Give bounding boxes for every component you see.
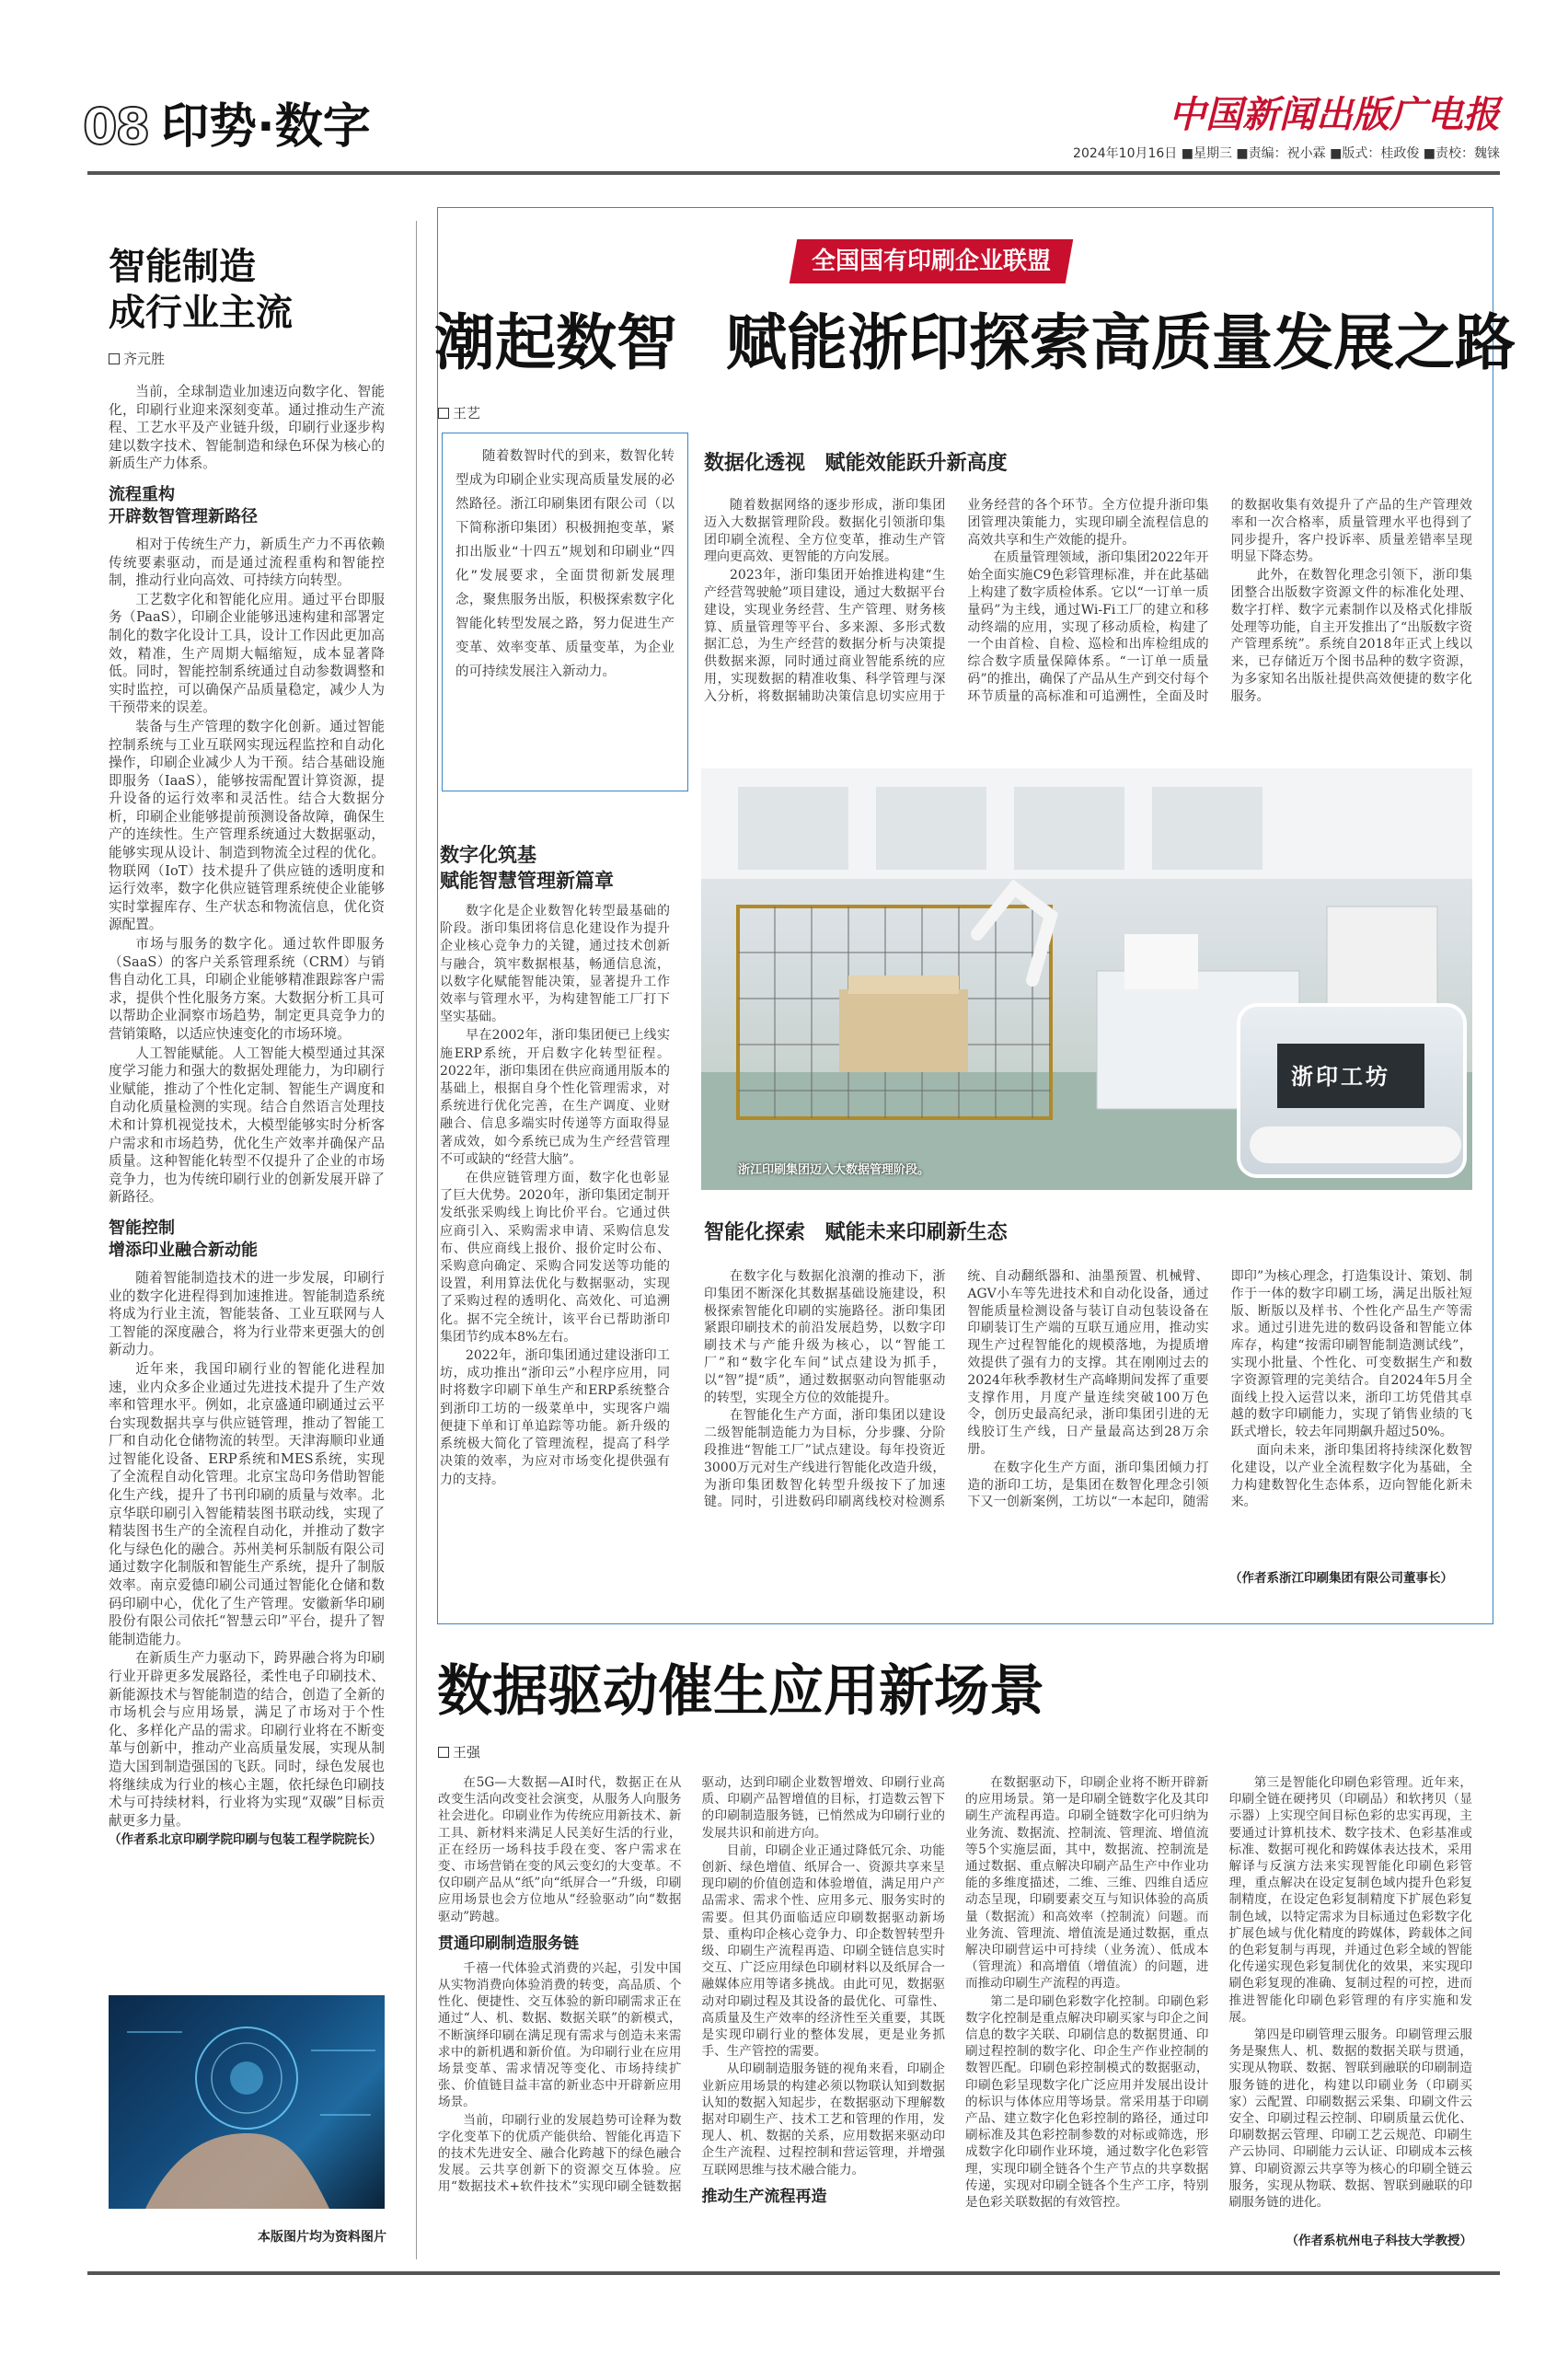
paragraph: 第二是印刷色彩数字化控制。印刷色彩数字化控制是重点解决印刷买家与印企之间信息的数字关联、印刷信息的数据贯通、印刷过程控制的数字化、印企生产作业控制的数智匹配。印刷色彩控制模式的数据驱动，印刷色彩呈现数字化广泛应用并发展出设计的标识与体体应用等场景。常采用基于印刷产品、建立数字化色彩控制的路径，通过印刷标准及其色彩控制参数的对标或筛选，形成数字化印刷作业环境，通过数字化色彩管理，实现印刷全链各个生产节点的共享数据传递，实现对印刷全链各个生产工序，特别是色彩关联数据的有效管控。 (965, 1993, 1209, 2211)
byline-square-icon (438, 408, 449, 419)
paragraph: 2023年，浙印集团开始推进构建“生产经营驾驶舱”项目建设，通过大数据平台建设，实现业务经营、生产管理、财务核算、质量管理等平台、多来源、多形式数据汇总，为生产经营的数据分析与决策提供数据来源，同时通过商业智能系统的应用，实现数据的精准收集、科学管理与深入分析，将数据辅助决策信息切实应用于业务经营的各个环节。全方位提升浙印集团管理决策能力，实现印刷全流程信息的高效共享和生产效能的提升。 (704, 498, 1209, 704)
paragraph: 目前，印刷企业正通过降低冗余、功能创新、绿色增值、纸屏合一、资源共享来呈现印刷的价值创造和体验增值，满足用户产品需求、需求个性、应用多元、服务实时的需要。但其仍面临适应印刷数据驱动新场景、重构印企核心竞争力、印企数智转型升级、印刷生产流程再造、印刷全链信息实时交互、广泛应用绿色印刷材料以及纸屏合一融媒体应用等诸多挑战。由此可见，数据驱动对印刷过程及其设备的最优化、可靠性、高质量及生产效率的经济性至关重要，其既是实现印刷行业的整体发展，更是业务抓手、生产管控的需要。 (701, 1842, 945, 2060)
article1-title: 潮起数智 赋能浙印探索高质量发展之路 (434, 306, 1516, 378)
paragraph: 市场与服务的数字化。通过软件即服务（SaaS）的客户关系管理系统（CRM）与销售自动化工具，印刷企业能够精准跟踪客户需求，提供个性化服务方案。大数据分析工具可以帮助企业洞察市场趋势，制定更具竞争力的营销策略，以适应快速变化的市场环境。 (109, 936, 385, 1042)
banner (790, 239, 1073, 283)
subhead-line: 增添印业融合新动能 (109, 1240, 258, 1260)
paragraph: 面向未来，浙印集团将持续深化数智化建设，以产业全流程数字化为基础，全力构建数智化生态体系，迈向智能化新未来。 (1230, 1442, 1472, 1510)
header-meta: 2024年10月16日 ■星期三 ■责编：祝小霖 ■版式：桂政俊 ■责校：魏铼 (1073, 146, 1500, 161)
article2-byline (438, 1742, 480, 1761)
left-author: 齐元胜 (123, 351, 166, 367)
section-title: 印势·数字 (161, 99, 371, 155)
left-title (109, 244, 385, 336)
article2-subhead-2: 推动生产流程再造 (701, 2187, 827, 2206)
inset-sign-text: 浙印工坊 (1291, 1064, 1390, 1090)
paragraph: 2022年，浙印集团通过建设浙印工坊，成功推出“浙印云”小程序应用，同时将数字印刷下单生产和ERP系统整合到浙印工坊的一级菜单中，实现客户端便捷下单和订单追踪等功能。新升级的系统极大简化了管理流程，提高了科学决策的效率，为应对市场变化提供强有力的支持。 (440, 1348, 670, 1487)
article1-author: 王艺 (453, 405, 481, 422)
left-byline (109, 349, 385, 368)
smart-section-cols (704, 1268, 1472, 1567)
left-author-note: （作者系北京印刷学院印刷与包装工程学院院长） (109, 1832, 382, 1848)
paragraph: 装备与生产管理的数字化创新。通过智能控制系统与工业互联网实现远程监控和自动化操作，印刷企业减少人为干预。结合基础设施即服务（IaaS），能够按需配置计算资源，提升设备的运行效率和灵活性。结合大数据分析，印刷企业能够提前预测设备故障，确保生产的连续性。生产管理系统通过大数据驱动，能够实现从设计、制造到物流全过程的优化。物联网（IoT）技术提升了供应链的透明度和运行效率，数字化供应链管理系统使企业能够实时掌握库存、生产状态和物流信息，优化资源配置。 (109, 718, 385, 933)
paragraph: 在供应链管理方面，数字化也彰显了巨大优势。2020年，浙印集团定制开发纸张采购线上询比价平台。它通过供应商引入、采购需求申请、采购信息发布、供应商线上报价、报价定时公布、采购意向确定、采购合同发送等功能的设置，利用算法优化与数据驱动，实现了采购过程的透明化、高效化、可追溯化。据不完全统计，该平台已帮助浙印集团节约成本8%左右。 (440, 1171, 670, 1345)
paragraph: 人工智能赋能。人工智能大模型通过其深度学习能力和强大的数据处理能力，为印刷行业赋能，推动了个性化定制、智能生产调度和自动化质量检测的实现。结合自然语言处理技术和计算机视觉技术，大模型能够实时分析客户需求和市场趋势，优化生产效率并确保产品质量。这种智能化转型不仅提升了企业的市场竞争力，也为传统印刷行业的创新发展开辟了新路径。 (109, 1045, 385, 1206)
footer-rule (87, 2271, 1500, 2275)
inset-desk (1250, 1126, 1461, 1163)
article2-title: 数据驱动催生应用新场景 (437, 1659, 1044, 1724)
page-number: 08 (83, 98, 149, 156)
article2-author-note: （作者系杭州电子科技大学教授） (1286, 2234, 1472, 2248)
article2-author: 王强 (453, 1744, 481, 1761)
paragraph: 从印刷制造服务链的视角来看，印刷企业新应用场景的构建必须以物联认知到数据认知的数据入知起步，在数据驱动下理解数据对印刷生产、技术工艺和管理的作用，发现人、机、数据的关系，应用数据来驱动印企生产流程、过程控制和营运管理，并增强互联网思维与技术融合能力。 (701, 2061, 945, 2177)
paragraph: 此外，在数智化理念引领下，浙印集团整合出版数字资源文件的标准化处理、数字打样、数字元素制作以及格式化排版处理等功能，自主开发推出了“出版数字资产管理系统”。系统自2018年正式上线以来，已存储近万个图书品种的数字资源，为多家知名出版社提供高效便捷的数字化服务。 (1230, 568, 1472, 704)
article1-subhead-2: 数据化透视 赋能效能跃升新高度 (704, 452, 1008, 475)
image-credit: 本版图片均为资料图片 (258, 2230, 386, 2245)
subhead-line: 流程重构 (109, 484, 175, 504)
column-divider (416, 221, 417, 2259)
article2-subhead-1: 贯通印刷制造服务链 (438, 1934, 579, 1953)
tech-hand-graphic (109, 1995, 385, 2209)
article1-subhead-3: 智能化探索 赋能未来印刷新生态 (704, 1221, 1008, 1244)
paragraph: 近年来，我国印刷行业的智能化进程加速，业内众多企业通过先进技术提升了生产效率和管理水平。例如，北京盛通印刷通过云平台实现数据共享与供应链管理，推动了智能工厂和自动化仓储物流的转型。天津海顺印业通过智能化设备、ERP系统和MES系统，实现了全流程自动化管理。北京宝岛印务借助智能化生产线，提升了书刊印刷的质量与效率。北京华联印刷引入智能精装图书联动线，实现了精装图书生产的全流程自动化，并推动了数字化与绿色化的融合。苏州美柯乐制版有限公司通过数字化制版和智能生产系统，提升了制版效率。南京爱德印刷公司通过智能化仓储和数码印刷中心，优化了生产管理。安徽新华印刷股份有限公司依托“智慧云印”平台，提升了智能制造能力。 (109, 1360, 385, 1647)
paragraph: 当前，全球制造业加速迈向数字化、智能化，印刷行业迎来深刻变革。通过推动生产流程、工艺水平及产业链升级，印刷行业逐步构建以数字技术、智能制造和绿色环保为核心的新质生产力体系。 (109, 384, 385, 472)
page-header (83, 92, 1500, 166)
article2-cols (438, 1774, 1472, 2230)
subhead-line: 开辟数智管理新路径 (109, 506, 258, 526)
article1-subhead-1 (440, 842, 670, 894)
paragraph: 在5G—大数据—AI时代，数据正在从改变生活向改变社会演变，从服务人向服务社会进化。印刷业作为传统应用新技术、新工具、新材料来满足人民美好生活的行业，正在经历一场科技手段在变、客户需求在变、市场营销在变的风云变幻的大变革。不仅印刷产品从“纸”向“纸屏合一”升级，印刷应用场景也会方位地从“经验驱动”向“数据驱动”跨越。 (438, 1775, 682, 1924)
paragraph: 在质量管理领域，浙印集团2022年开始全面实施C9色彩管理标准，并在此基础上构建了数字质检体系。它以“一订单一质量码”为主线，通过Wi-Fi工厂的建立和移动终端的应用，实现了移动质检，构建了一个由首检、自检、巡检和出库检组成的综合数字质量保障体系。“一订单一质量码”的推出，确保了产品从生产到交付每个环节质量的高标准和可追溯性，全面及时的数据收集有效提升了产品的生产管理效率和一次合格率，质量管理水平也得到了同步提升，客户投诉率、质量差错率呈现明显下降态势。 (967, 498, 1472, 704)
paragraph: 在数字化与数据化浪潮的推动下，浙印集团不断深化其数据基础设施建设，积极探索智能化印刷的实施路径。浙印集团紧跟印刷技术的前沿发展趋势，以数字印刷技术与产能升级为核心，以“智能工厂”和“数字化车间”试点建设为抓手，以“智”提“质”，通过数据驱动向智能驱动的转型，实现全方位的效能提升。 (704, 1269, 946, 1405)
paragraph: 千禧一代体验式消费的兴起，引发中国从实物消费向体验消费的转变，高品质、个性化、便捷性、交互体验的新印刷需求正在通过“人、机、数据、数据关联”的新模式，不断演绎印刷在满足现有需求与创造未来需求中的新机遇和新价值。为印刷行业在应用场景变革、需求情况等变化、市场持续扩张、价值链目益丰富的新业态中开辟新应用场景。 (438, 1960, 682, 2110)
tech-hand-image (109, 1995, 385, 2209)
subhead-line: 数字化筑基 (440, 844, 536, 866)
paragraph: 第四是印刷管理云服务。印刷管理云服务是聚焦人、机、数据的数据关联与贯通，实现从物联、数据、智联到融联的印刷制造服务链的进化，构建以印刷业务（印刷买家）云配置、印刷数据云采集、印刷文件云安全、印刷过程云控制、印刷质量云优化、印刷数据云管理、印刷工艺云规范、印刷生产云协同、印刷能力云认证、印刷成本云核算、印刷资源云共享等为核心的印刷全链云服务，实现从物联、数据、智联到融联的印刷服务链的进化。 (1228, 2027, 1472, 2211)
left-title-line1: 智能制造 (109, 245, 256, 288)
left-title-line2: 成行业主流 (109, 291, 293, 334)
paragraph: 在数字化生产方面，浙印集团倾力打造的浙印工坊，是集团在数智化理念引领下又一创新案例，工坊以“一本起印，随需即印”为核心理念，打造集设计、策划、制作于一体的数字印刷工场，满足出版社短版、断版以及样书、个性化产品生产等需求。通过引进先进的数码设备和智能立体库存，构建“按需印刷智能制造测试线”，实现小批量、个性化、可变数据生产和数字资源管理的完美结合。自2024年5月全面线上投入运营以来，浙印工坊凭借其卓越的数字印刷能力，实现了销售业绩的飞跃式增长，较去年同期飙升超过50%。 (967, 1269, 1472, 1510)
photo-caption: 浙江印刷集团迈入大数据管理阶段。 (738, 1163, 930, 1177)
paragraph: 随着数据网络的逐步形成，浙印集团迈入大数据管理阶段。数据化引领浙印集团印刷全流程、全方位变革，推动生产管理向更高效、更智能的方向发展。 (704, 498, 946, 565)
factory-photo (701, 768, 1472, 1190)
paragraph: 当前，印刷行业的发展趋势可诠释为数字化变革下的优质产能供给、智能化再造下的技术先进安全、融合化跨越下的绿色融合发展。云共享创新下的资源交互体验。应用“数据技术+软件技术”实现印刷全链数据驱动，达到印刷企业数智增效、印刷行业高质、印刷产品智增值的目标，打造数云智下的印刷制造服务链，已悄然成为印刷行业的发展共识和前进方向。 (438, 1775, 945, 2195)
banner-text: 全国国有印刷企业联盟 (811, 248, 1051, 275)
article1-byline (438, 403, 480, 422)
left-subhead-2 (109, 1218, 385, 1262)
article1-author-note: （作者系浙江印刷集团有限公司董事长） (1229, 1571, 1453, 1586)
data-section-cols (704, 497, 1472, 741)
article1-col1 (440, 842, 670, 1490)
header-rule (87, 171, 1500, 175)
subhead-line: 智能控制 (109, 1218, 175, 1238)
paragraph: 工艺数字化和智能化应用。通过平台即服务（PaaS），印刷企业能够迅速构建和部署定制化的数字化设计工具，设计工作因此更加高效，精准，生产周期大幅缩短，成本显著降低。同时，智能控制系统通过自动参数调整和实时监控，可以确保产品质量稳定，减少人为干预带来的误差。 (109, 591, 385, 716)
paragraph: 随着智能制造技术的进一步发展，印刷行业的数字化进程得到加速推进。智能制造系统将成为行业主流，智能装备、工业互联网与人工智能的深度融合，将为行业带来更强大的创新动力。 (109, 1269, 385, 1358)
lead-text: 随着数智时代的到来，数智化转型成为印刷企业实现高质量发展的必然路径。浙江印刷集团有限公司（以下简称浙印集团）积极拥抱变革，紧扣出版业“十四五”规划和印刷业“四化”发展要求，全面贯彻新发展理念，聚焦服务出版，积极探索数字化智能化转型发展之路，努力促进生产变革、效率变革、质量变革，为企业的可持续发展注入新动力。 (455, 449, 674, 679)
paragraph: 在新质生产力驱动下，跨界融合将为印刷行业开辟更多发展路径，柔性电子印刷技术、新能源技术与智能制造的结合，创造了全新的市场机会与应用场景，满足了市场对于个性化、多样化产品的需求。印刷行业将在不断变革与创新中，推动产业高质量发展，实现从制造大国到制造强国的飞跃。同时，绿色发展也将继续成为行业的核心主题，依托绿色印刷技术与可持续材料，行业将为实现“双碳”目标贡献更多力量。 (109, 1650, 385, 1829)
byline-square-icon (109, 353, 120, 364)
paragraph: 在智能化生产方面，浙印集团以建设二级智能制造能力为目标，分步骤、分阶段推进“智能工厂”试点建设。每年投资近3000万元对生产线进行智能化改造升级，为浙印集团数智化转型升级按下了加速键。同时，引进数码印刷离线校对检测系统、自动翻纸器和、油墨预置、机械臂、AGV小车等先进技术和自动化设备，通过智能质量检测设备与装订自动包装设备在印刷装订生产端的互联互通应用，推动实现生产过程智能化的规模落地，为提质增效提供了强有力的支撑。其在刚刚过去的2024年秋季教材生产高峰期间发挥了重要支撑作用，月度产量连续突破100万色令，创历史最高纪录，浙印集团引进的无线胶订生产线，日产量最高达到28万余册。 (704, 1269, 1209, 1510)
subhead-line: 赋能智慧管理新篇章 (440, 870, 614, 892)
paragraph: 在数据驱动下，印刷企业将不断开辟新的应用场景。第一是印刷全链数字化及其印刷生产流程再造。印刷全链数字化可归纳为业务流、数据流、控制流、管理流、增值流等5个实施层面，其中，数据流、控制流是通过数据、重点解决印刷产品生产中作业功能的多维度描述，二维、三维、四维自适应动态呈现，印刷要素交互与知识体验的高质量（数据流）和高效率（控制流）问题。而业务流、管理流、增值流是通过数据，重点解决印刷营运中可持续（业务流）、低成本（管理流）和高增值（增值流）的问题，进而推动印刷生产流程的再造。 (965, 1775, 1209, 1992)
left-subhead-1 (109, 484, 385, 528)
paragraph: 数字化是企业数智化转型最基础的阶段。浙印集团将信息化建设作为提升企业核心竞争力的关键，通过技术创新与融合，筑牢数据根基，畅通信息流，以数字化赋能智能决策，显著提升工作效率与管理水平，为构建智能工厂打下坚实基础。 (440, 904, 670, 1025)
byline-square-icon (438, 1747, 449, 1758)
paragraph: 早在2002年，浙印集团便已上线实施ERP系统，开启数字化转型征程。2022年，浙印集团在供应商通用版本的基础上，根据自身个性化管理需求，对系统进行优化完善，在生产调度、业财融合、信息多端实时传递等方面取得显著成效，如今系统已成为生产经营管理不可或缺的“经营大脑”。 (440, 1028, 670, 1167)
inset-photo (1237, 1003, 1467, 1178)
lead-box (442, 433, 688, 791)
paragraph: 第三是智能化印刷色彩管理。近年来，印刷全链在硬拷贝（印刷品）和软拷贝（显示器）上实现空间目标色彩的忠实再现，主要通过计算机技术、数字技术、色彩基准或标准、数据可视化和跨媒体表达技术，采用解译与反演方法来实现智能化印刷色彩管理，重点解决在设定复制色域内提升色彩复制精度，在设定色彩复制精度下扩展色彩复制色域，以特定需求为目标通过色彩数字化扩展色域与优化精度的跨媒体，跨载体之间的色彩复制与再现，并通过色彩全域的智能化传递实现色彩复制优化的效果，来实现印刷色彩复现的准确、复制过程的可控，进而推进智能化印刷色彩管理的有序实施和发展。 (1228, 1775, 1472, 2025)
left-article (109, 244, 385, 1850)
paragraph: 相对于传统生产力，新质生产力不再依赖传统要素驱动，而是通过流程重构和智能控制，推动行业向高效、可持续方向转型。 (109, 536, 385, 589)
masthead: 中国新闻出版广电报 (1169, 93, 1500, 136)
